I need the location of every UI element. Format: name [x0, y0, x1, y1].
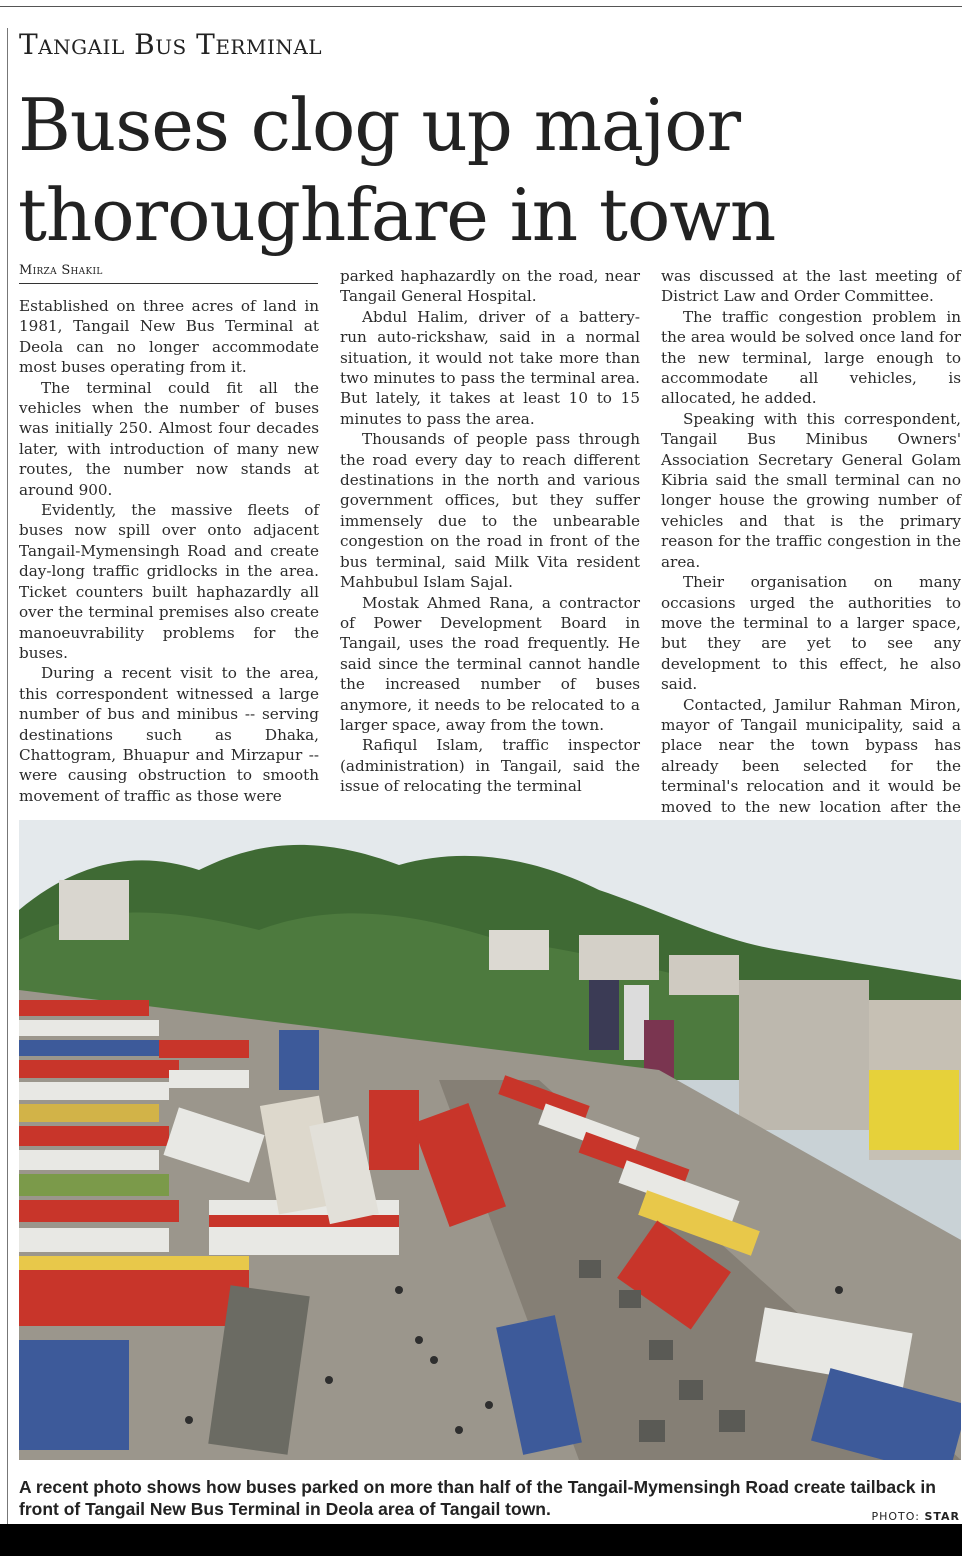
- paragraph: Rafiqul Islam, traffic inspector (administration) in Tangail, said the issue of relocating the terminal: [340, 736, 640, 796]
- bottom-black-bar: [0, 1524, 962, 1556]
- paragraph: parked haphazardly on the road, near Tangail General Hospital.: [340, 267, 640, 306]
- photo-credit-source: STAR: [924, 1510, 960, 1523]
- paragraph: Thousands of people pass through the road every day to reach different destinations in the north and various government offices, but they suffer immensely due to the unbearable congestion on the road in front of the bus terminal, said Milk Vita resident Mahbubul Islam Sajal.: [340, 430, 640, 592]
- paragraph: was discussed at the last meeting of District Law and Order Committee.: [661, 267, 961, 306]
- news-photo: [19, 820, 961, 1460]
- top-rule: [0, 6, 962, 7]
- article-column-3: [661, 266, 961, 837]
- photo-credit-label: PHOTO:: [871, 1510, 920, 1523]
- paragraph: The traffic congestion problem in the area would be solved once land for the new terminal, large enough to accommodate all vehicles, is allocated, he added.: [661, 307, 961, 408]
- photo-caption: A recent photo shows how buses parked on more than half of the Tangail-Mymensingh Road create tailback in front of Tangail New Bus Terminal in Deola area of Tangail town.: [19, 1477, 936, 1519]
- paragraph: During a recent visit to the area, this correspondent witnessed a large number of bus and minibus -- serving destinations such as Dhaka, Chattogram, Bhuapur and Mirzapur -- were causing obstruction to smooth movement of traffic as those were: [19, 664, 319, 805]
- paragraph: Contacted, Jamilur Rahman Miron, mayor of Tangail municipality, said a place near the town bypass has already been selected for the terminal's relocation and it would be moved to the new location after the: [661, 695, 961, 816]
- paragraph: The terminal could fit all the vehicles when the number of buses was initially 250. Almost four decades later, with introduction of many new routes, the number now stands at around 900.: [19, 378, 319, 499]
- article-column-2: [340, 266, 640, 797]
- headline: Buses clog up major thoroughfare in town: [18, 83, 776, 257]
- section-kicker: Tangail Bus Terminal: [19, 28, 323, 61]
- paragraph: Their organisation on many occasions urged the authorities to move the terminal to a larger space, but they are yet to see any development to this effect, he also said.: [661, 573, 961, 694]
- left-column-rule: [7, 28, 8, 1524]
- byline: Mirza Shakil: [19, 263, 318, 284]
- photo-credit: [871, 1510, 960, 1523]
- paragraph: Evidently, the massive fleets of buses now spill over onto adjacent Tangail-Mymensingh Road and create day-long traffic gridlocks in the area. Ticket counters built haphazardly all over the terminal premises also create manoeuvrability problems for the buses.: [19, 501, 319, 662]
- article-column-1: [19, 296, 319, 806]
- paragraph: Abdul Halim, driver of a battery-run auto-rickshaw, said in a normal situation, it would not take more than two minutes to pass the terminal area. But lately, it takes at least 10 to 15 minutes to pass the area.: [340, 307, 640, 428]
- paragraph: Established on three acres of land in 1981, Tangail New Bus Terminal at Deola can no longer accommodate most buses operating from it.: [19, 297, 319, 377]
- bus-terminal-photo-illustration: [19, 820, 961, 1460]
- paragraph: Mostak Ahmed Rana, a contractor of Power Development Board in Tangail, uses the road frequently. He said since the terminal cannot handle the increased number of buses anymore, it needs to be relocated to a larger space, away from the town.: [340, 593, 640, 734]
- paragraph: Speaking with this correspondent, Tangail Bus Minibus Owners' Association Secretary General Golam Kibria said the small terminal can no longer house the growing number of vehicles and that is the primary reason for the traffic congestion in the area.: [661, 409, 961, 571]
